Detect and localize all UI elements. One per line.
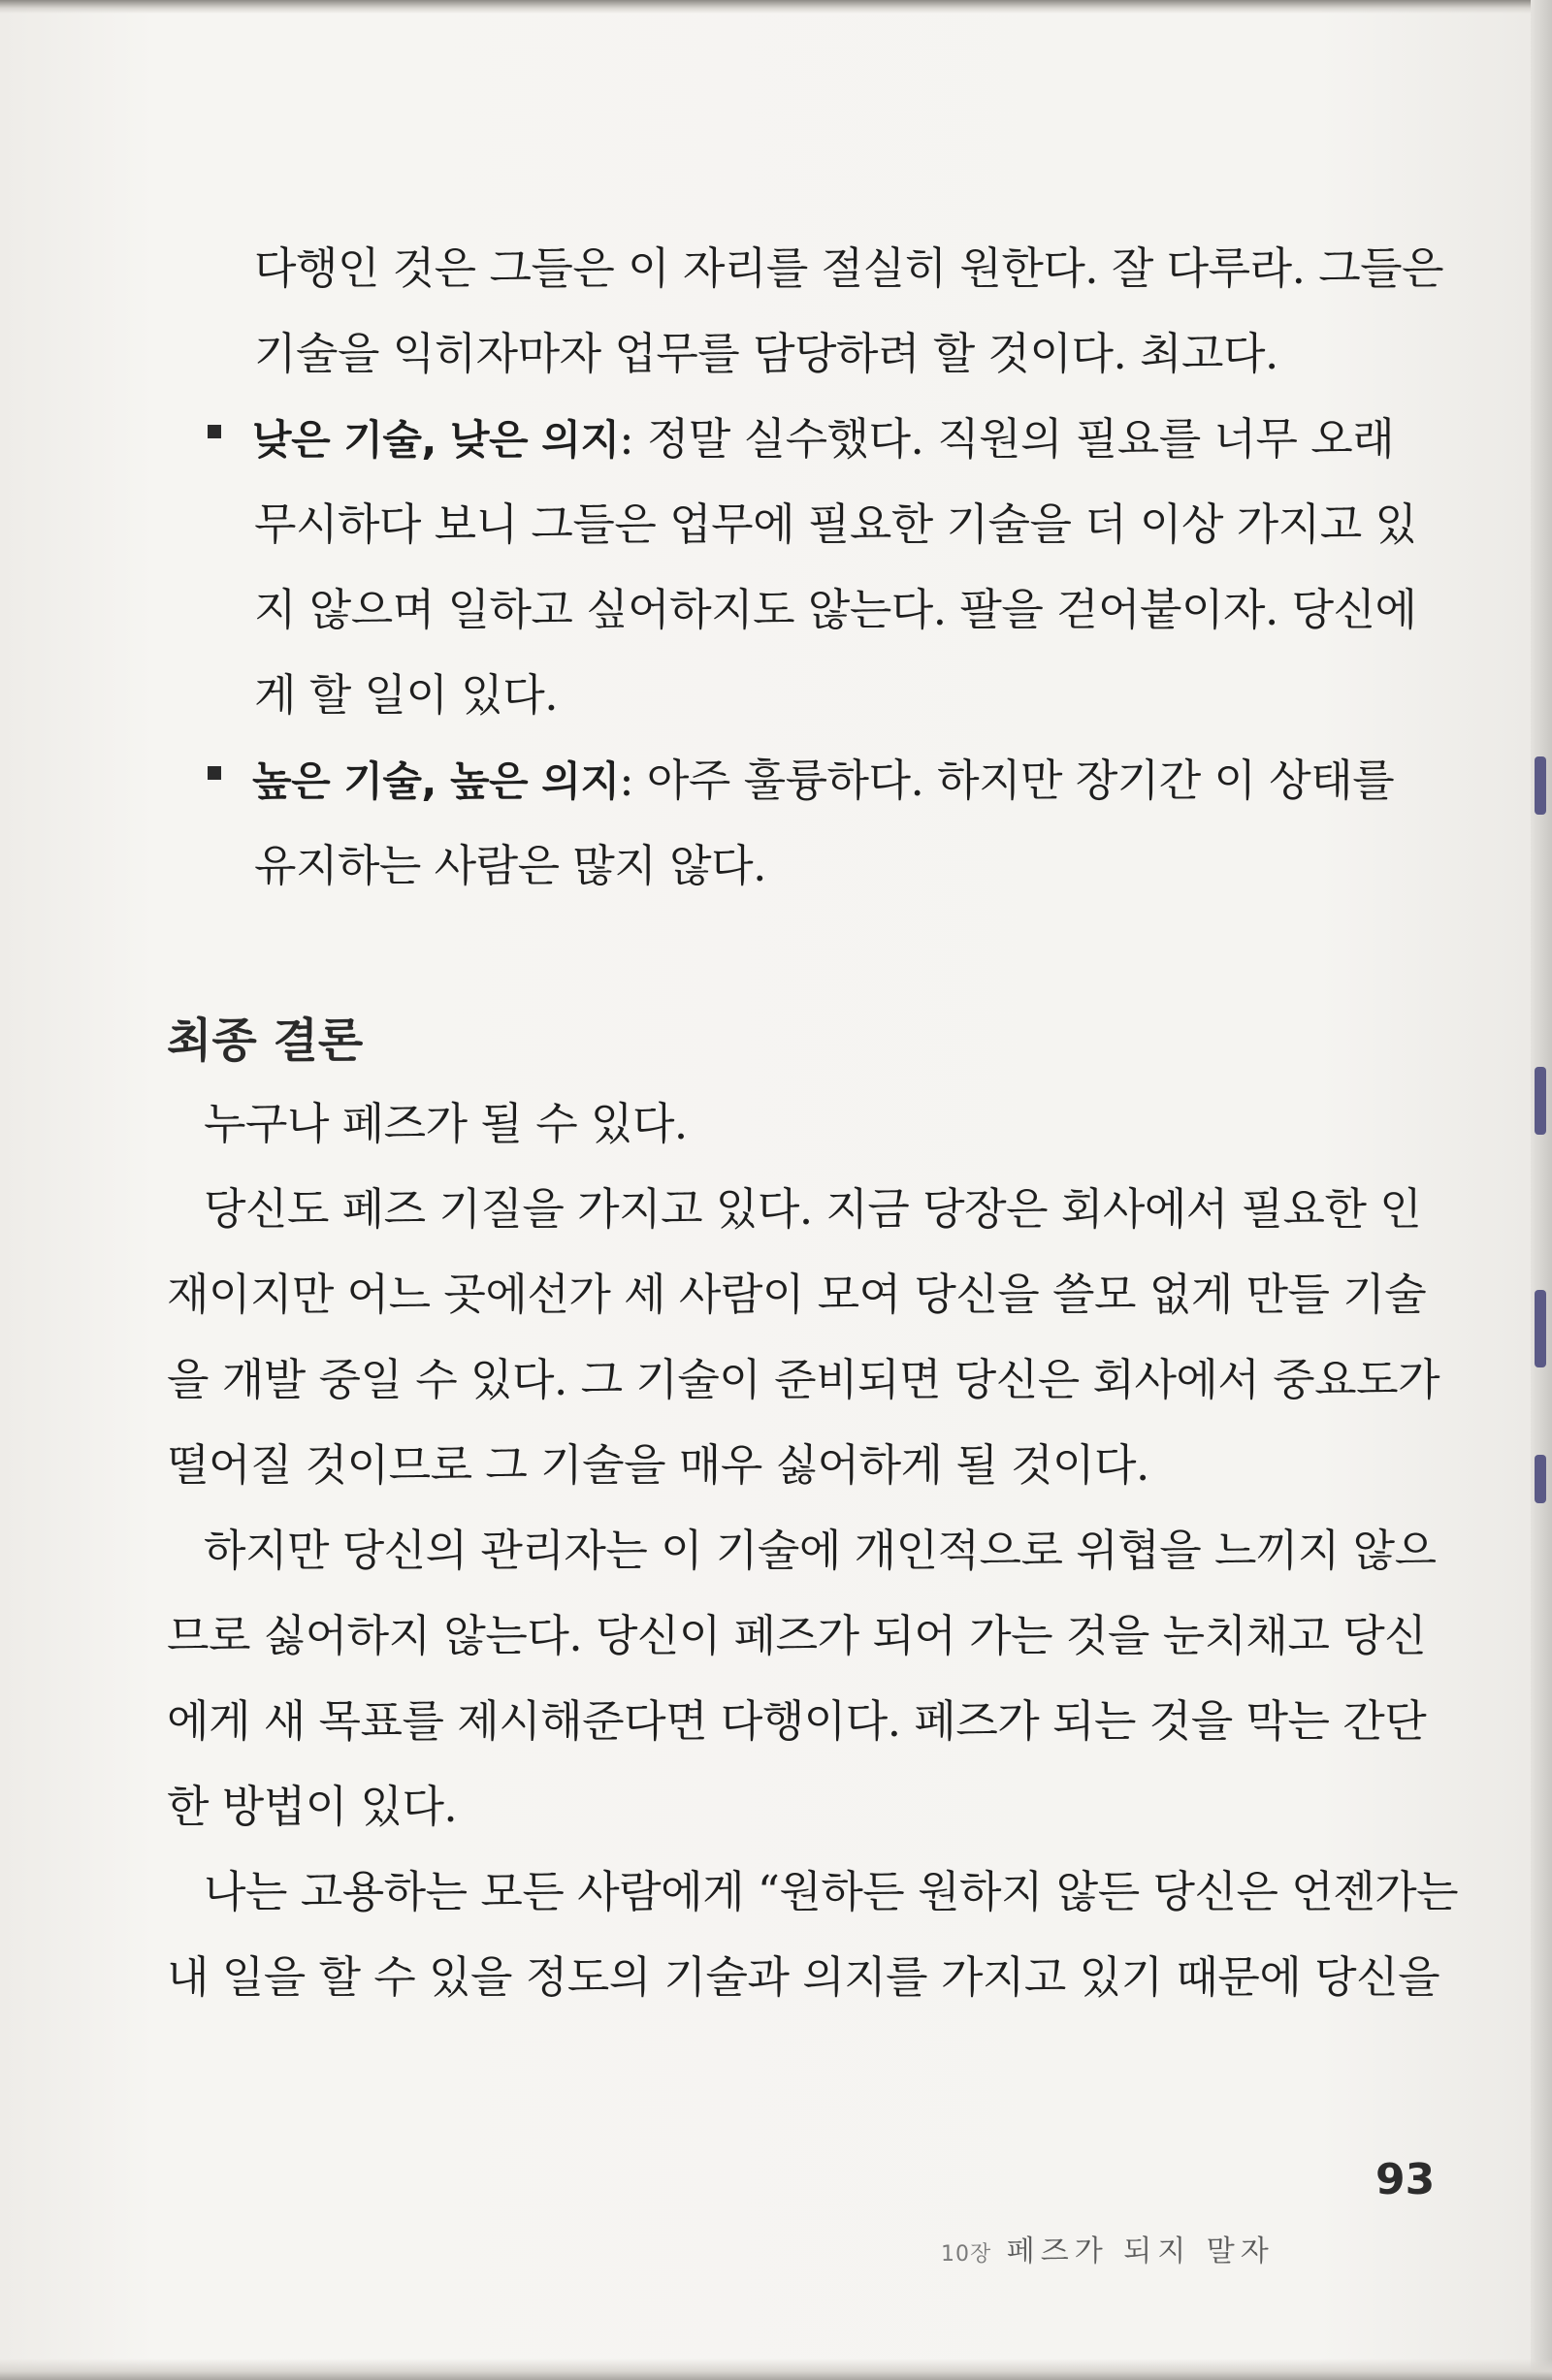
text-line: 무시하다 보니 그들은 업무에 필요한 기술을 더 이상 가지고 있	[254, 499, 1417, 550]
section-heading: 최종 결론	[167, 1013, 364, 1068]
page-number: 93	[1375, 2155, 1436, 2204]
text-line: 을 개발 중일 수 있다. 그 기술이 준비되면 당신은 회사에서 중요도가	[167, 1354, 1440, 1405]
text-line: 재이지만 어느 곳에선가 세 사람이 모여 당신을 쓸모 없게 만들 기술	[167, 1269, 1427, 1320]
page-top-shadow	[0, 0, 1552, 14]
text-line: 누구나 페즈가 될 수 있다.	[204, 1098, 688, 1149]
bullet-square	[208, 425, 221, 438]
text-line: 하지만 당신의 관리자는 이 기술에 개인적으로 위협을 느끼지 않으	[204, 1525, 1437, 1576]
text-line: 게 할 일이 있다.	[254, 669, 559, 721]
bullet-first-line	[252, 403, 1394, 466]
bullet-first-line	[252, 745, 1394, 808]
text-line: 유지하는 사람은 많지 않다.	[254, 840, 766, 891]
text-line: 당신도 페즈 기질을 가지고 있다. 지금 당장은 회사에서 필요한 인	[204, 1183, 1422, 1235]
bullet-term: 낮은 기술, 낮은 의지	[252, 416, 620, 464]
text-line: 므로 싫어하지 않는다. 당신이 페즈가 되어 가는 것을 눈치채고 당신	[167, 1610, 1427, 1661]
edge-mark	[1535, 1455, 1546, 1503]
text-line: 나는 고용하는 모든 사람에게 “원하든 원하지 않든 당신은 언젠가는	[204, 1866, 1459, 1917]
bullet-text: : 정말 실수했다. 직원의 필요를 너무 오래	[619, 413, 1395, 465]
bullet-square	[208, 766, 221, 780]
edge-mark	[1535, 1290, 1546, 1367]
page-bottom-shadow	[0, 2359, 1552, 2380]
text-line: 기술을 익히자마자 업무를 담당하려 할 것이다. 최고다.	[254, 328, 1278, 379]
bullet-text: : 아주 훌륭하다. 하지만 장기간 이 상태를	[619, 755, 1395, 806]
text-line: 떨어질 것이므로 그 기술을 매우 싫어하게 될 것이다.	[167, 1439, 1149, 1491]
page-right-edge	[1531, 0, 1552, 2380]
running-footer	[941, 2227, 1275, 2269]
edge-mark	[1535, 1067, 1546, 1135]
footer-title: 페즈가 되지 말자	[1006, 2235, 1275, 2268]
text-line: 내 일을 할 수 있을 정도의 기술과 의지를 가지고 있기 때문에 당신을	[167, 1951, 1440, 2003]
footer-chapter: 10장	[941, 2242, 992, 2267]
text-line: 에게 새 목표를 제시해준다면 다행이다. 페즈가 되는 것을 막는 간단	[167, 1695, 1427, 1747]
text-line: 지 않으며 일하고 싶어하지도 않는다. 팔을 걷어붙이자. 당신에	[254, 584, 1417, 635]
text-line: 다행인 것은 그들은 이 자리를 절실히 원한다. 잘 다루라. 그들은	[254, 242, 1444, 294]
text-line: 한 방법이 있다.	[167, 1781, 458, 1832]
edge-mark	[1535, 756, 1546, 815]
bullet-term: 높은 기술, 높은 의지	[252, 757, 620, 805]
